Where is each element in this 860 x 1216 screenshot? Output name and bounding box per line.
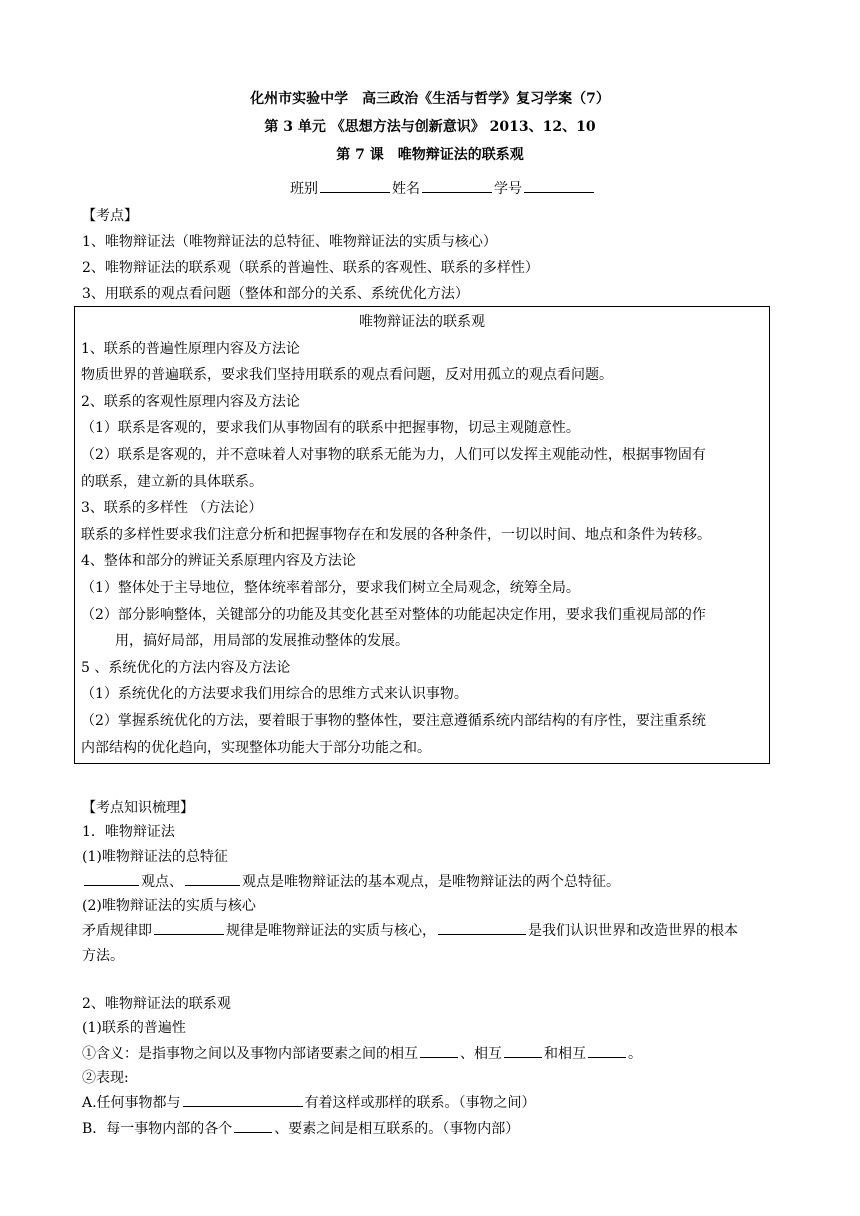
box-line: （2）部分影响整体，关键部分的功能及其变化甚至对整体的功能起决定作用，要求我们重视局部的作 xyxy=(81,606,706,623)
subsection-title: (2)唯物辩证法的实质与核心 xyxy=(82,898,256,915)
fill-text: 是我们认识世界和改造世界的根本 xyxy=(528,923,738,940)
subsection-title: (1)唯物辩证法的总特征 xyxy=(82,848,228,865)
fill-text: 。 xyxy=(628,1045,642,1062)
box-line: 1、联系的普遍性原理内容及方法论 xyxy=(81,340,300,357)
kaodian-heading: 【考点】 xyxy=(82,208,138,224)
fill-text: ①含义：是指事物之间以及事物内部诸要素之间的相互 xyxy=(82,1045,418,1062)
kaodian-item: 2、唯物辩证法的联系观（联系的普遍性、联系的客观性、联系的多样性） xyxy=(82,260,539,276)
summary-box xyxy=(74,306,770,764)
fill-text: B．每一事物内部的各个 xyxy=(82,1120,233,1137)
box-line: 内部结构的优化趋向，实现整体功能大于部分功能之和。 xyxy=(81,739,431,756)
box-line: 2、联系的客观性原理内容及方法论 xyxy=(81,393,300,410)
answer-blank xyxy=(185,869,240,886)
fill-line xyxy=(82,1090,782,1115)
box-line: （1）整体处于主导地位，整体统率着部分，要求我们树立全局观念，统筹全局。 xyxy=(81,579,580,596)
answer-blank xyxy=(84,869,139,886)
fill-line xyxy=(82,869,782,894)
fill-text: 、相互 xyxy=(460,1045,502,1062)
box-line: 物质世界的普遍联系，要求我们坚持用联系的观点看问题，反对用孤立的观点看问题。 xyxy=(81,367,613,384)
box-line: 用，搞好局部，用局部的发展推动整体的发展。 xyxy=(115,633,409,650)
class-label: 班别 xyxy=(290,181,318,197)
box-line: （1）联系是客观的，要求我们从事物固有的联系中把握事物，切忌主观随意性。 xyxy=(81,420,580,437)
box-line: 5 、系统优化的方法内容及方法论 xyxy=(81,659,291,676)
box-line: （1）系统优化的方法要求我们用综合的思维方式来认识事物。 xyxy=(81,686,468,703)
id-blank xyxy=(524,176,594,193)
fill-text: 矛盾规律即 xyxy=(82,923,152,940)
box-line: 4、整体和部分的辨证关系原理内容及方法论 xyxy=(81,553,356,570)
fill-text: 和相互 xyxy=(544,1045,586,1062)
section-1-title: 1．唯物辩证法 xyxy=(82,824,175,841)
student-info-line xyxy=(290,176,596,200)
answer-blank xyxy=(438,918,526,935)
answer-blank xyxy=(588,1041,626,1058)
document-title: 化州市实验中学 高三政治《生活与哲学》复习学案（7） xyxy=(250,91,610,107)
kaodian-item: 1、唯物辩证法（唯物辩证法的总特征、唯物辩证法的实质与核心） xyxy=(82,234,497,250)
name-label: 姓名 xyxy=(392,181,420,197)
box-line: 的联系，建立新的具体联系。 xyxy=(81,473,263,490)
box-line: 3、联系的多样性 （方法论） xyxy=(81,500,263,517)
class-blank xyxy=(320,176,390,193)
answer-blank xyxy=(420,1041,458,1058)
box-title: 唯物辩证法的联系观 xyxy=(359,314,485,330)
section-2-title: 2、唯物辩证法的联系观 xyxy=(82,996,231,1013)
box-line: （2）掌握系统优化的方法，要着眼于事物的整体性，要注意遵循系统内部结构的有序性，要注重系统 xyxy=(81,712,706,729)
fill-text: 规律是唯物辩证法的实质与核心， xyxy=(226,923,436,940)
answer-blank xyxy=(183,1090,303,1107)
unit-line: 第 3 单元 《思想方法与创新意识》 2013、12、10 xyxy=(264,119,596,135)
answer-blank xyxy=(234,1116,272,1133)
fill-text: 、要素之间是相互联系的。（事物内部） xyxy=(274,1120,520,1137)
knowledge-section xyxy=(82,796,782,1141)
fill-line xyxy=(82,918,782,943)
fill-text: 观点是唯物辩证法的基本观点，是唯物辩证法的两个总特征。 xyxy=(242,873,620,890)
lesson-line: 第 7 课 唯物辩证法的联系观 xyxy=(336,147,524,163)
id-label: 学号 xyxy=(494,181,522,197)
fill-line xyxy=(82,1116,782,1141)
kaodian-item: 3、用联系的观点看问题（整体和部分的关系、系统优化方法） xyxy=(82,286,469,302)
kaodian-section xyxy=(82,203,782,307)
fill-text: 观点、 xyxy=(141,873,183,890)
fill-text: 有着这样或那样的联系。（事物之间） xyxy=(304,1095,536,1112)
subsection-title: ②表现: xyxy=(82,1069,129,1086)
answer-blank xyxy=(504,1041,542,1058)
subsection-title: (1)联系的普遍性 xyxy=(82,1020,186,1037)
answer-blank xyxy=(154,918,224,935)
fill-text: A.任何事物都与 xyxy=(82,1095,181,1112)
knowledge-heading: 【考点知识梳理】 xyxy=(82,800,194,816)
fill-line-cont: 方法。 xyxy=(82,947,124,964)
name-blank xyxy=(422,176,492,193)
fill-line xyxy=(82,1041,782,1066)
box-line: （2）联系是客观的，并不意味着人对事物的联系无能为力，人们可以发挥主观能动性，根据事物固有 xyxy=(81,446,706,463)
box-line: 联系的多样性要求我们注意分析和把握事物存在和发展的各种条件，一切以时间、地点和条件为转移。 xyxy=(81,526,711,543)
